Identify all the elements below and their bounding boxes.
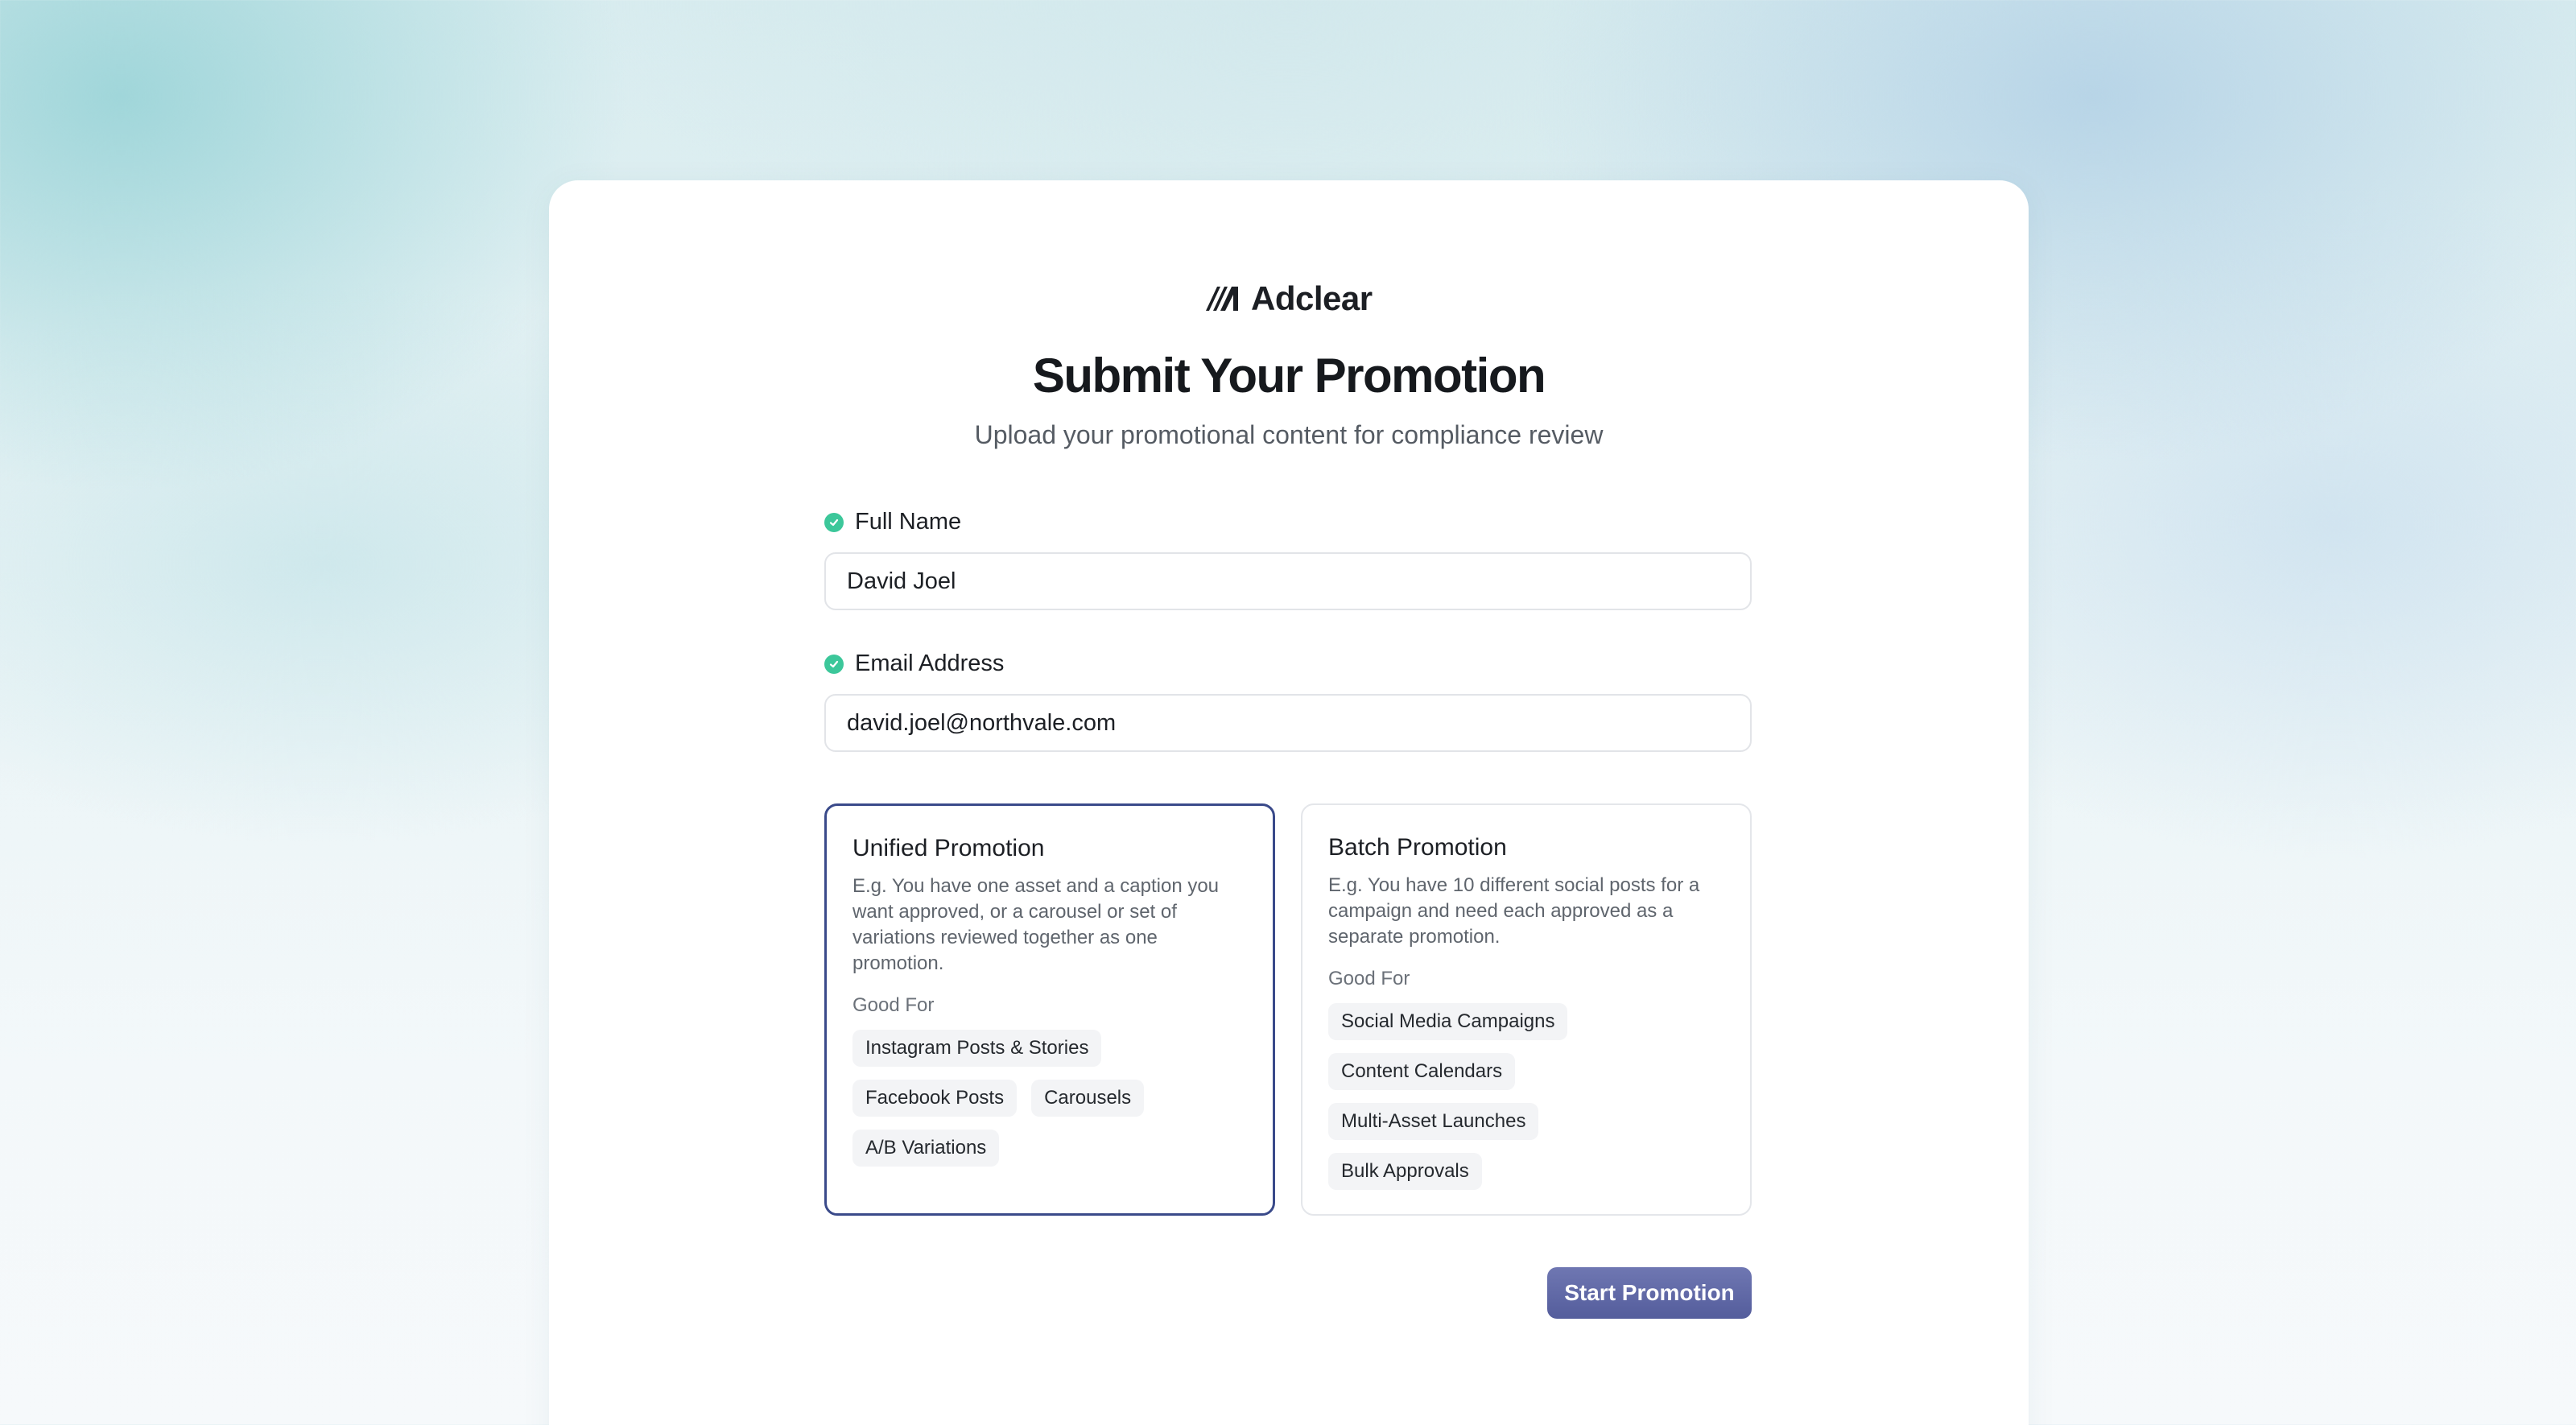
tag: A/B Variations — [852, 1130, 999, 1167]
full-name-input[interactable]: David Joel — [824, 552, 1752, 610]
option-title: Unified Promotion — [852, 835, 1045, 861]
unified-promotion-option[interactable] — [824, 803, 1275, 1216]
full-name-label — [824, 509, 961, 535]
start-promotion-button[interactable]: Start Promotion — [1547, 1267, 1752, 1319]
email-label-text: Email Address — [855, 651, 1005, 676]
page-subtitle: Upload your promotional content for compliance review — [974, 420, 1604, 449]
full-name-label-text: Full Name — [855, 509, 962, 535]
brand-name: Adclear — [1251, 279, 1373, 317]
option-description: E.g. You have one asset and a caption you want approved, or a carousel or set of variations reviewed together as one promotion. — [852, 875, 1220, 974]
tag: Bulk Approvals — [1328, 1153, 1482, 1190]
tag: Instagram Posts & Stories — [852, 1030, 1101, 1067]
good-for-label: Good For — [1328, 968, 1410, 989]
tag: Carousels — [1031, 1080, 1144, 1117]
tag-list — [852, 1030, 1191, 1167]
email-label — [824, 651, 1004, 677]
tag-list — [1328, 1003, 1724, 1190]
tag: Multi-Asset Launches — [1328, 1103, 1538, 1140]
check-circle-icon — [824, 513, 844, 532]
slash-a-logo-icon — [1204, 285, 1240, 312]
page-title: Submit Your Promotion — [1032, 349, 1546, 403]
good-for-label: Good For — [852, 994, 935, 1016]
tag: Facebook Posts — [852, 1080, 1017, 1117]
brand-logo — [1204, 279, 1373, 319]
email-input[interactable]: david.joel@northvale.com — [824, 694, 1752, 752]
check-circle-icon — [824, 655, 844, 674]
option-title: Batch Promotion — [1328, 834, 1507, 861]
batch-promotion-option[interactable] — [1301, 803, 1752, 1216]
tag: Content Calendars — [1328, 1053, 1515, 1090]
tag: Social Media Campaigns — [1328, 1003, 1567, 1040]
option-description: E.g. You have 10 different social posts for a campaign and need each approved as a separate promotion. — [1328, 874, 1700, 948]
